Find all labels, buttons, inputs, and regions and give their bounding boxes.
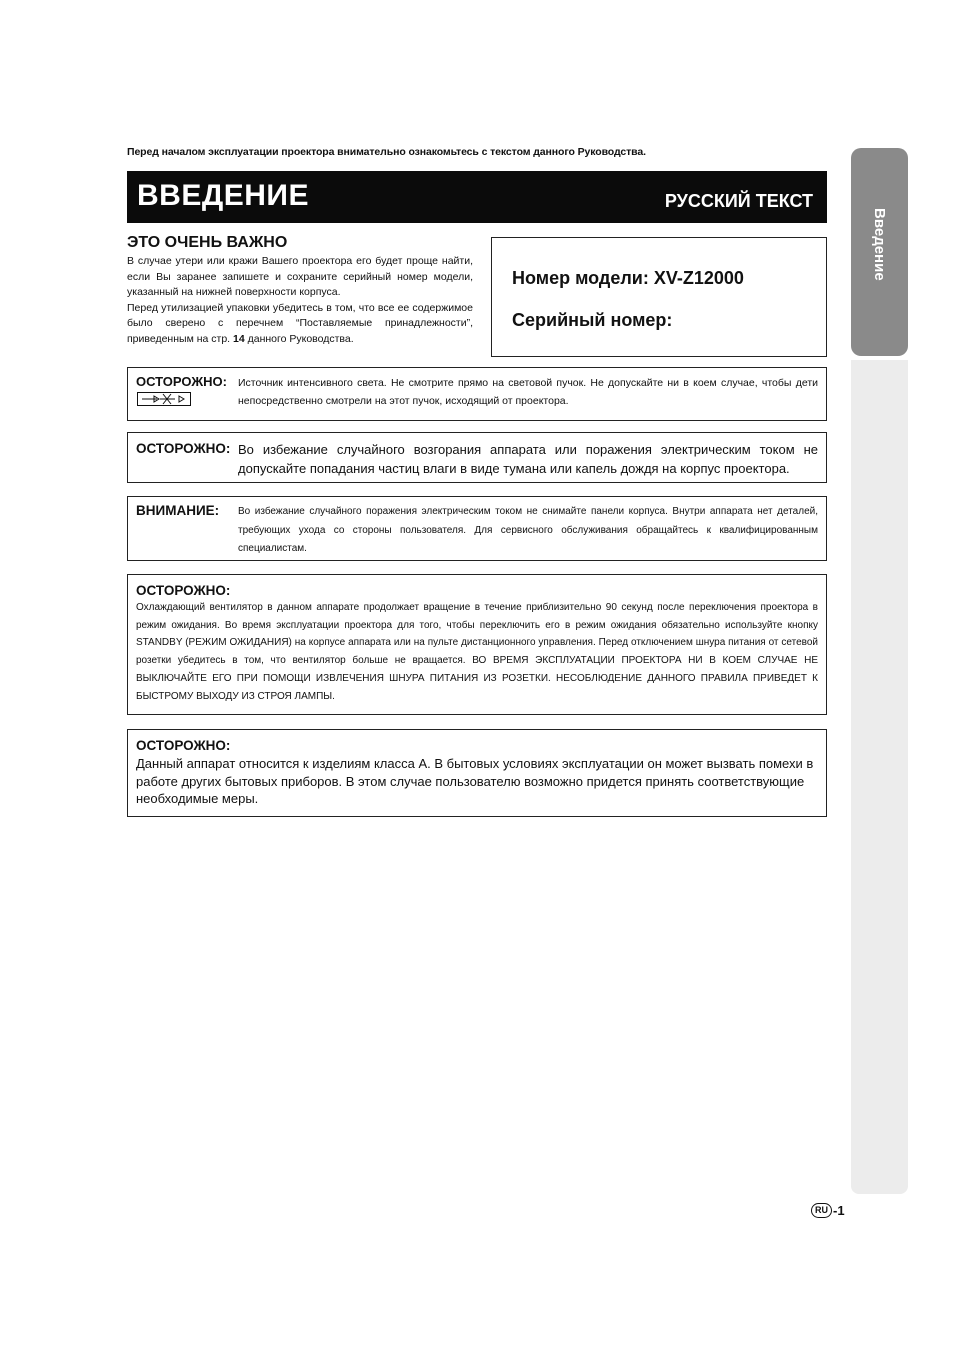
important-paragraph-1: В случае утери или кражи Вашего проектора его будет проще найти, если Вы заранее запишете и сохраните серийный номер модели, указанный на нижней поверхности корпуса. (127, 255, 473, 299)
caution-box-moisture (127, 432, 827, 483)
important-paragraph-2-start: Перед утилизацией упаковки убедитесь в том, что все ее содержимое было сверено с перечнем “Поставляемые принадлежности”, приведенным на стр. (127, 301, 473, 345)
model-number-line: Номер модели: XV-Z12000 (512, 268, 744, 288)
page-number-value: -1 (833, 1203, 845, 1218)
important-page-ref: 14 (233, 332, 245, 345)
caution-text: Источник интенсивного света. Не смотрите прямо на световой пучок. Не допускайте ни в коем случае, чтобы дети непосредственно смотрели на этот пучок, исходящий от проектора. (238, 377, 818, 407)
caution-label: ОСТОРОЖНО: (136, 738, 231, 753)
caution-box-fan (127, 574, 827, 715)
side-tab-label: Введение (871, 208, 888, 281)
serial-number-line: Серийный номер: (512, 310, 673, 330)
caution-label: ОСТОРОЖНО: (136, 374, 227, 389)
attention-text: Во избежание случайного поражения электрическим током не снимайте панели корпуса. Внутри аппарата нет деталей, требующих ухода со стороны пользователя. Для сервисного обслуживания обращайтесь к квалифицированным специалистам. (238, 506, 818, 554)
caution-text: Во избежание случайного возгорания аппарата или поражения электрическим током не допускайте попадания частиц влаги в виде тумана или капель дождя на корпус проектора. (238, 442, 818, 476)
attention-box-shock (127, 496, 827, 561)
side-strip (851, 360, 908, 1194)
caution-label: ОСТОРОЖНО: (136, 441, 231, 456)
caution-label: ОСТОРОЖНО: (136, 583, 231, 598)
important-heading: ЭТО ОЧЕНЬ ВАЖНО (127, 234, 288, 251)
page-number (811, 1203, 845, 1218)
caution-text: Охлаждающий вентилятор в данном аппарате продолжает вращение в течение приблизительно 90 секунд после переключения проектора в режим ожидания. Во время эксплуатации проектора для того, чтобы переключить его в режим ожидания обязательно используйте кнопку STANDBY (РЕЖИМ ОЖИДАНИЯ) на корпусе аппарата или на пульте дистанционного управления. Перед отключением шнура питания от сетевой розетки убедитесь в том, что вентилятор больше не вращается. ВО ВРЕМЯ ЭКСПЛУАТАЦИИ ПРОЕКТОРА НИ В КОЕМ СЛУЧАЕ НЕ ВЫКЛЮЧАЙТЕ ЕГО ПРИ ПОМОЩИ ИЗВЛЕЧЕНИЯ ШНУРА ПИТАНИЯ ИЗ РОЗЕТКИ. НЕСОБЛЮДЕНИЕ ДАННОГО ПРАВИЛА ПРИВЕДЕТ К БЫСТРОМУ ВЫХОДУ ИЗ СТРОЯ ЛАМПЫ. (136, 602, 818, 702)
caution-box-light (127, 367, 827, 421)
title-bar (127, 171, 827, 223)
caution-text: Данный аппарат относится к изделиям класса A. В бытовых условиях эксплуатации он может вызвать помехи в работе других бытовых приборов. В этом случае пользователю возможно придется принять соответствующие необходимые меры. (136, 756, 814, 806)
intro-line: Перед началом эксплуатации проектора внимательно ознакомьтесь с текстом данного Руководства. (127, 146, 646, 158)
section-side-tab (851, 148, 908, 356)
caution-box-class-a (127, 729, 827, 817)
attention-label: ВНИМАНИЕ: (136, 503, 220, 518)
page-subtitle: РУССКИЙ ТЕКСТ (664, 191, 813, 211)
model-info-box (491, 237, 827, 357)
important-paragraph-2 (127, 301, 473, 348)
laser-warning-icon (137, 392, 191, 406)
important-body (127, 254, 473, 348)
important-paragraph-2-end: данного Руководства. (244, 332, 354, 345)
page-title: ВВЕДЕНИЕ (137, 179, 309, 212)
language-badge: RU (811, 1203, 832, 1218)
